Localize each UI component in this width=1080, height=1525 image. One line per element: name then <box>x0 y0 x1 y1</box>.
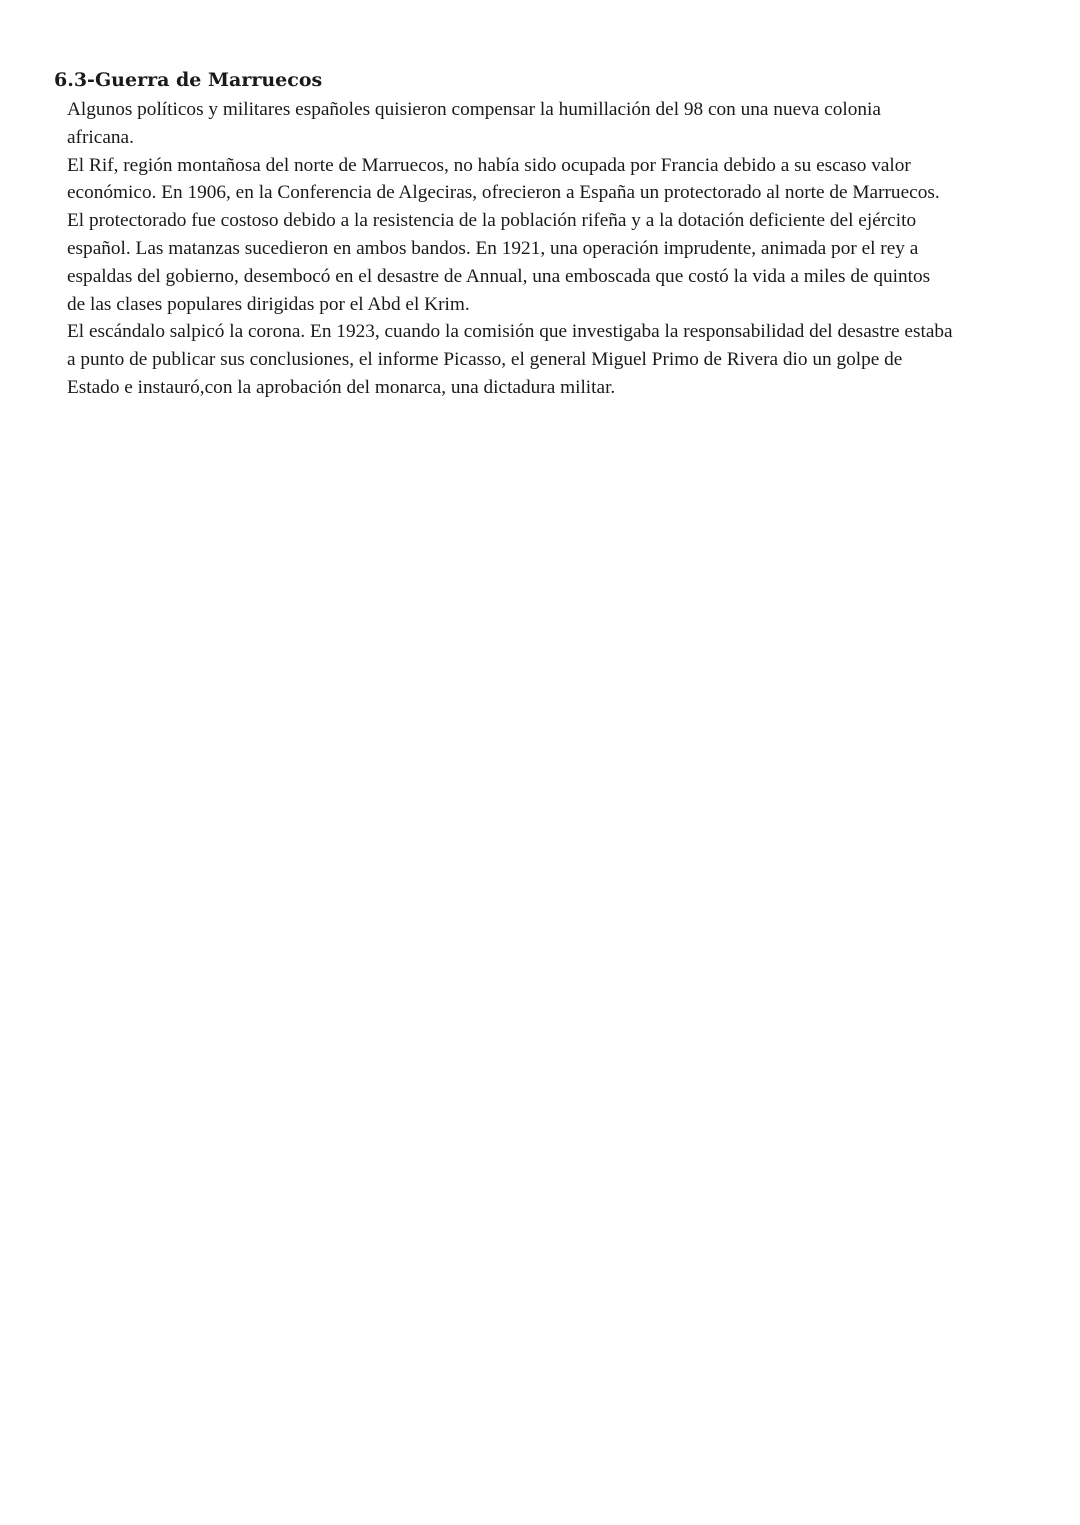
text-line-6: español. Las matanzas sucedieron en ambos bandos. En 1921, una operación imprudente, animada por el rey a <box>67 237 919 259</box>
section-body <box>67 96 1057 402</box>
text-line-5: El protectorado fue costoso debido a la resistencia de la población rifeña y a la dotación deficiente del ejército <box>67 210 917 232</box>
text-line-1: Algunos políticos y militares españoles quisieron compensar la humillación del 98 con una nueva colonia <box>67 99 881 120</box>
text-line-9: El escándalo salpicó la corona. En 1923, cuando la comisión que investigaba la responsabilidad del desastre estaba <box>67 321 953 343</box>
text-line-10: a punto de publicar sus conclusiones, el informe Picasso, el general Miguel Primo de Rivera dio un golpe de <box>67 349 903 371</box>
text-line-4: económico. En 1906, en la Conferencia de Algeciras, ofrecieron a España un protectorado al norte de Marruecos. <box>67 182 940 204</box>
text-line-3: El Rif, región montañosa del norte de Marruecos, no había sido ocupada por Francia debido a su escaso valor <box>67 154 911 176</box>
text-line-2: africana. <box>67 126 134 148</box>
text-line-11: Estado e instauró,con la aprobación del monarca, una dictadura militar. <box>67 376 616 398</box>
text-line-8: de las clases populares dirigidas por el Abd el Krim. <box>67 293 470 315</box>
text-line-7: espaldas del gobierno, desembocó en el desastre de Annual, una emboscada que costó la vida a miles de quintos <box>67 265 931 287</box>
section-heading: 6.3-Guerra de Marruecos <box>54 69 323 91</box>
